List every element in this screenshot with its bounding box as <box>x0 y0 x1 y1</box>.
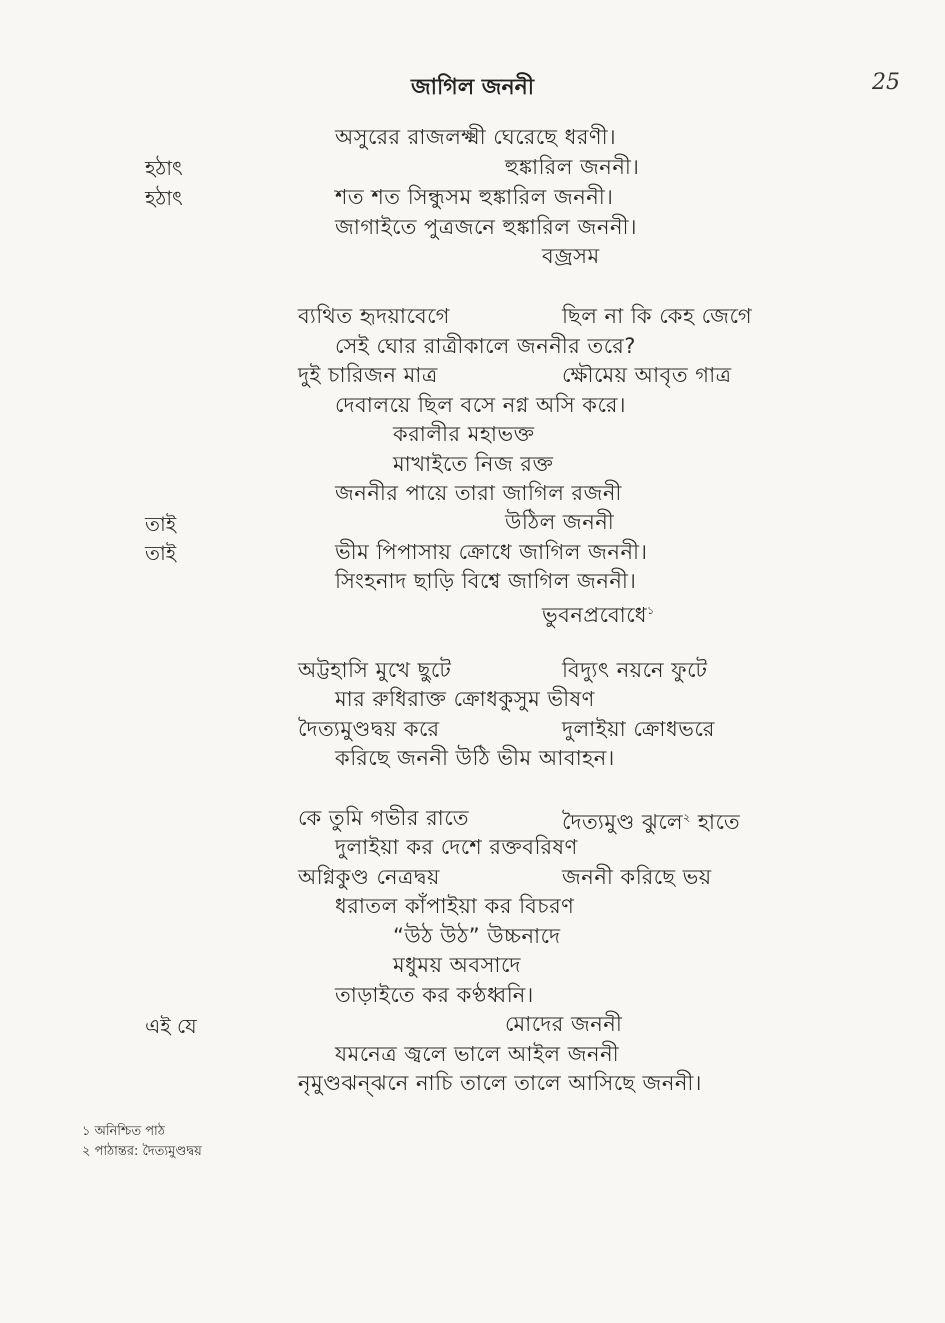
poem-line: মার রুধিরাক্ত ক্রোধকুসুম ভীষণ <box>335 687 595 711</box>
poem-line: কে তুমি গভীর রাতে <box>298 806 469 830</box>
poem-line: করালীর মহাভক্ত <box>393 422 535 446</box>
margin-note: তাই <box>145 512 177 536</box>
footnote-marker: ১ <box>646 604 655 617</box>
poem-line: দৈত্যমুণ্ড ঝুলে$^২$ হাতে <box>562 810 741 834</box>
footnote: ২ পাঠান্তর: দৈত্যমুণ্ডদ্বয় <box>82 1144 202 1159</box>
poem-line: নৃমুণ্ডঝন্‌ঝনে নাচি তালে তালে আসিছে জননী। <box>298 1071 702 1095</box>
poem-line: ছিল না কি কেহ জেগে <box>562 304 753 328</box>
poem-line: বজ্রসম <box>542 244 600 268</box>
poem-line: হুঙ্কারিল জননী। <box>505 155 640 179</box>
poem-line: অট্টহাসি মুখে ছুটে <box>298 658 452 682</box>
poem-line: তাড়াইতে কর কণ্ঠধ্বনি। <box>335 983 534 1007</box>
poem-line: শত শত সিন্ধুসম হুঙ্কারিল জননী। <box>335 185 614 209</box>
poem-line: অগ্নিকুণ্ড নেত্রদ্বয় <box>298 865 440 889</box>
poem-line: ভীম পিপাসায় ক্রোধে জাগিল জননী। <box>335 540 648 564</box>
poem-line: জননীর পায়ে তারা জাগিল রজনী <box>335 481 622 505</box>
footnote-marker: ২ <box>683 811 691 824</box>
poem-line: মোদের জননী <box>505 1012 623 1036</box>
poem-line: সেই ঘোর রাত্রীকালে জননীর তরে? <box>335 334 636 358</box>
poem-line: মধুময় অবসাদে <box>393 953 521 977</box>
poem-line: করিছে জননী উঠি ভীম আবাহন। <box>335 746 615 770</box>
poem-line: উঠিল জননী <box>505 510 615 534</box>
poem-line: ক্ষৌমেয় আবৃত গাত্র <box>562 363 732 387</box>
poem-line: দুলাইয়া কর দেশে রক্তবরিষণ <box>335 835 578 859</box>
margin-note: তাই <box>145 541 177 565</box>
poem-line: জননী করিছে ভয় <box>562 865 712 889</box>
poem-line: দৈত্যমুণ্ডদ্বয় করে <box>298 717 440 741</box>
poem-line: ধরাতল কাঁপাইয়া কর বিচরণ <box>335 894 575 918</box>
poem-line: বিদ্যুৎ নয়নে ফুটে <box>562 658 708 682</box>
poem-line: যমনেত্র জ্বলে ভালে আইল জননী <box>335 1042 620 1066</box>
poem-line: দুলাইয়া ক্রোধভরে <box>562 717 715 741</box>
poem-line: মাখাইতে নিজ রক্ত <box>393 452 554 476</box>
poem-line: জাগাইতে পুত্রজনে হুঙ্কারিল জননী। <box>335 215 638 239</box>
page-number: 25 <box>872 70 900 95</box>
footnote: ১ অনিশ্চিত পাঠ <box>82 1124 165 1139</box>
poem-line: দেবালয়ে ছিল বসে নগ্ন অসি করে। <box>335 393 626 417</box>
poem-line: দুই চারিজন মাত্র <box>298 363 438 387</box>
poem-line: ভুবনপ্রবোধে$^১$ <box>542 603 655 627</box>
poem-line: অসুরের রাজলক্ষ্মী ঘেরেছে ধরণী। <box>335 125 617 149</box>
margin-note: হঠাৎ <box>145 186 183 210</box>
poem-line: সিংহনাদ ছাড়ি বিশ্বে জাগিল জননী। <box>335 569 637 593</box>
poem-line: ব্যথিত হৃদয়াবেগে <box>298 304 450 328</box>
page-title: জাগিল জননী <box>410 75 535 100</box>
margin-note: এই যে <box>145 1014 197 1038</box>
margin-note: হঠাৎ <box>145 156 183 180</box>
poem-line: “উঠ উঠ” উচ্চনাদে <box>393 924 561 948</box>
